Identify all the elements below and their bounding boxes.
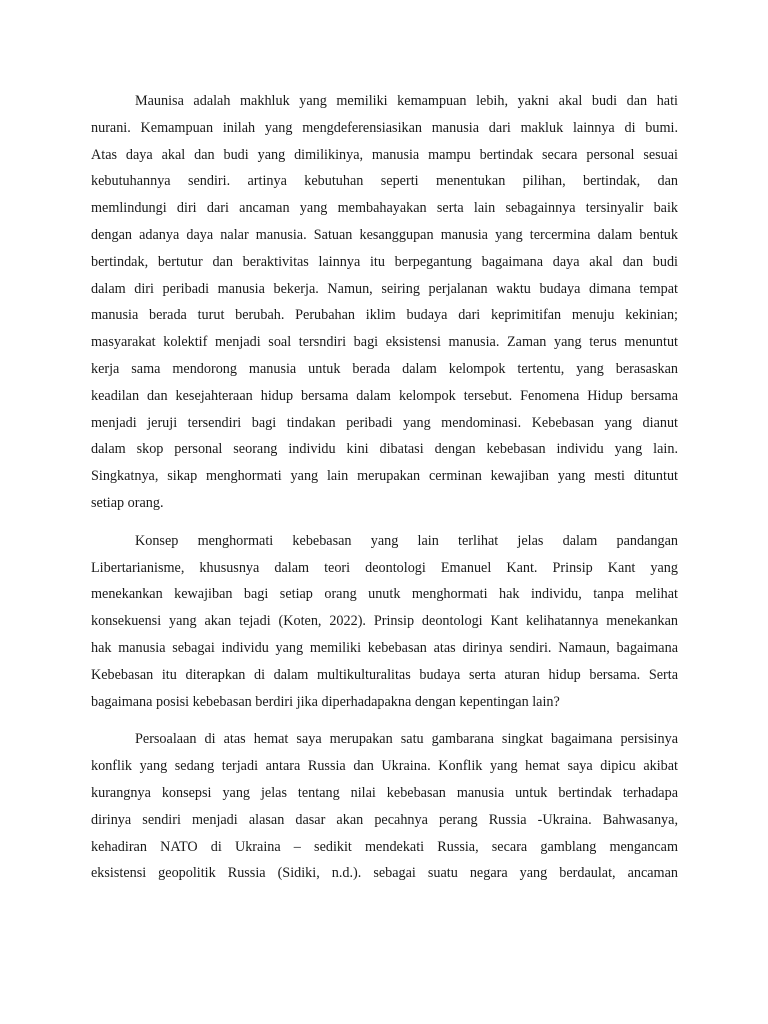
text-line: dirinya sendiri menjadi alasan dasar akan pecahnya perang Russia -Ukraina. Bahwasanya, xyxy=(91,811,678,828)
document-body xyxy=(91,88,678,898)
paragraph-2 xyxy=(91,528,678,716)
text-line: konsekuensi yang akan tejadi (Koten, 2022). Prinsip deontologi Kant kelihatannya menekankan xyxy=(91,613,678,630)
text-line: hak manusia sebagai individu yang memiliki kebebasan atas dirinya sendiri. Namaun, bagaimana xyxy=(91,639,678,656)
text-line: bagaimana posisi kebebasan berdiri jika diperhadapakna dengan kepentingan lain? xyxy=(91,693,560,710)
text-line: bertindak, bertutur dan beraktivitas lainnya itu berpegantung bagaimana daya akal dan budi xyxy=(91,253,678,270)
text-line: keadilan dan kesejahteraan hidup bersama dalam kelompok tersebut. Fenomena Hidup bersama xyxy=(91,387,678,404)
text-line: kehadiran NATO di Ukraina – sedikit mendekati Russia, secara gamblang mengancam xyxy=(91,838,678,855)
text-line: dalam skop personal seorang individu kini dibatasi dengan kebebasan individu yang lain. xyxy=(91,441,678,458)
text-line: menekankan kewajiban bagi setiap orang unutk menghormati hak individu, tanpa melihat xyxy=(91,586,678,603)
text-line: kerja sama mendorong manusia untuk berada dalam kelompok tertentu, yang berasaskan xyxy=(91,360,678,377)
text-line: eksistensi geopolitik Russia (Sidiki, n.d.). sebagai suatu negara yang berdaulat, ancaman xyxy=(91,865,678,882)
text-line: dengan adanya daya nalar manusia. Satuan kesanggupan manusia yang tercermina dalam bentuk xyxy=(91,226,678,243)
text-line: Kebebasan itu diterapkan di dalam multikulturalitas budaya serta aturan hidup bersama. Serta xyxy=(91,666,678,683)
text-line: menjadi jeruji tersendiri bagi tindakan peribadi yang mendominasi. Kebebasan yang dianut xyxy=(91,414,678,431)
paragraph-1 xyxy=(91,88,678,517)
text-line: masyarakat kolektif menjadi soal tersndiri bagi eksistensi manusia. Zaman yang terus menuntut xyxy=(91,334,678,351)
text-line: Atas daya akal dan budi yang dimilikinya, manusia mampu bertindak secara personal sesuai xyxy=(91,146,678,163)
text-line: nurani. Kemampuan inilah yang mengdeferensiasikan manusia dari makluk lainnya di bumi. xyxy=(91,119,678,136)
text-line: Konsep menghormati kebebasan yang lain terlihat jelas dalam pandangan xyxy=(135,532,678,549)
text-line: konflik yang sedang terjadi antara Russia dan Ukraina. Konflik yang hemat saya dipicu akibat xyxy=(91,758,678,775)
text-line: Libertarianisme, khususnya dalam teori deontologi Emanuel Kant. Prinsip Kant yang xyxy=(91,559,678,576)
text-line: setiap orang. xyxy=(91,494,164,511)
text-line: Persoalaan di atas hemat saya merupakan satu gambarana singkat bagaimana persisinya xyxy=(135,731,678,748)
paragraph-3 xyxy=(91,726,678,887)
text-line: kurangnya konsepsi yang jelas tentang nilai kebebasan manusia untuk bertindak terhadapa xyxy=(91,784,678,801)
text-line: kebutuhannya sendiri. artinya kebutuhan seperti menentukan pilihan, bertindak, dan xyxy=(91,173,678,190)
text-line: memlindungi diri dari ancaman yang membahayakan serta lain sebagainnya tersinyalir baik xyxy=(91,200,678,217)
text-line: Singkatnya, sikap menghormati yang lain merupakan cerminan kewajiban yang mesti dituntut xyxy=(91,468,678,485)
text-line: dalam diri peribadi manusia bekerja. Namun, seiring perjalanan waktu budaya dimana tempat xyxy=(91,280,678,297)
text-line: manusia berada turut berubah. Perubahan iklim budaya dari keprimitifan menuju kekinian; xyxy=(91,307,678,324)
text-line: Maunisa adalah makhluk yang memiliki kemampuan lebih, yakni akal budi dan hati xyxy=(135,93,678,109)
